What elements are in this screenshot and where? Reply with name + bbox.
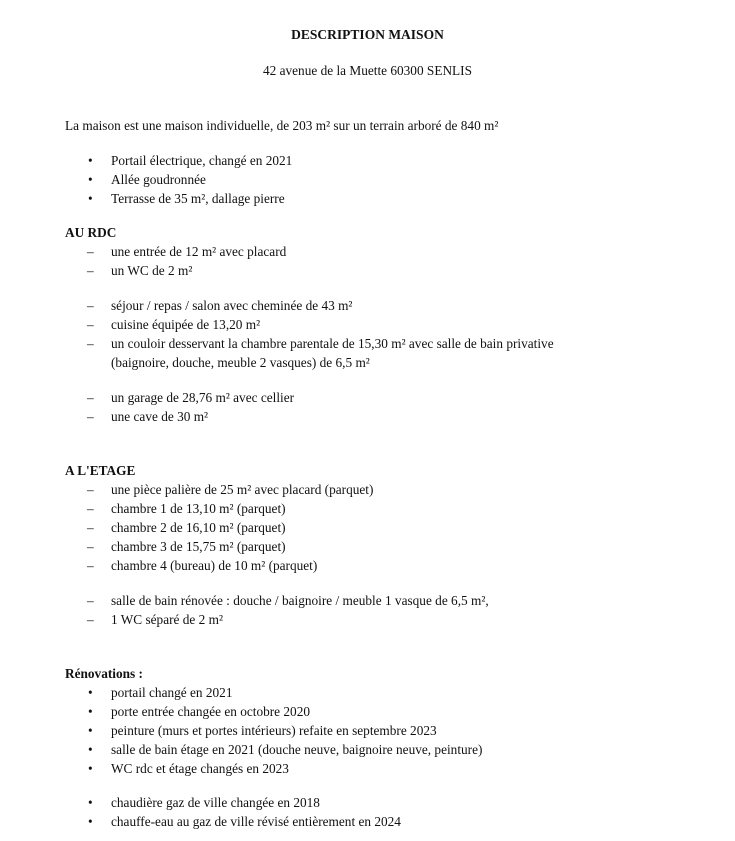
list-item: – une pièce palière de 25 m² avec placard (parquet) bbox=[87, 482, 374, 497]
bullet-marker: • bbox=[88, 723, 93, 738]
bullet-marker: • bbox=[88, 795, 93, 810]
list-item: – chambre 1 de 13,10 m² (parquet) bbox=[87, 501, 286, 516]
section-heading-renovations: Rénovations : bbox=[65, 666, 143, 681]
list-item: • chauffe-eau au gaz de ville révisé entièrement en 2024 bbox=[88, 814, 401, 829]
dash-marker: – bbox=[87, 409, 94, 424]
bullet-marker: • bbox=[88, 153, 93, 168]
list-item: • salle de bain étage en 2021 (douche neuve, baignoire neuve, peinture) bbox=[88, 742, 483, 757]
list-item: – un garage de 28,76 m² avec cellier bbox=[87, 390, 295, 405]
dash-marker: – bbox=[87, 612, 94, 627]
dash-marker: – bbox=[87, 298, 94, 313]
list-item: – une entrée de 12 m² avec placard bbox=[87, 244, 287, 259]
dash-marker: – bbox=[87, 558, 94, 573]
dash-marker: – bbox=[87, 520, 94, 535]
list-item: – cuisine équipée de 13,20 m² bbox=[87, 317, 261, 332]
bullet-marker: • bbox=[88, 172, 93, 187]
list-item: – une cave de 30 m² bbox=[87, 409, 209, 424]
list-item: • Terrasse de 35 m², dallage pierre bbox=[88, 191, 285, 206]
list-item: • Portail électrique, changé en 2021 bbox=[88, 153, 293, 168]
document-title: DESCRIPTION MAISON bbox=[291, 27, 444, 42]
list-item: – salle de bain rénovée : douche / baignoire / meuble 1 vasque de 6,5 m², bbox=[87, 593, 489, 608]
bullet-marker: • bbox=[88, 685, 93, 700]
exterior-list bbox=[0, 151, 735, 208]
section-heading-etage: A L'ETAGE bbox=[65, 463, 136, 478]
list-item: – séjour / repas / salon avec cheminée de 43 m² bbox=[87, 298, 353, 313]
list-item: – un couloir desservant la chambre parentale de 15,30 m² avec salle de bain privative bbox=[87, 336, 554, 351]
dash-marker: – bbox=[87, 244, 94, 259]
spacer bbox=[0, 372, 735, 388]
dash-marker: – bbox=[87, 539, 94, 554]
spacer bbox=[0, 575, 735, 591]
bullet-marker: • bbox=[88, 814, 93, 829]
list-item: • porte entrée changée en octobre 2020 bbox=[88, 704, 310, 719]
dash-marker: – bbox=[87, 482, 94, 497]
dash-marker: – bbox=[87, 593, 94, 608]
bullet-marker: • bbox=[88, 761, 93, 776]
section-heading-rdc: AU RDC bbox=[65, 225, 117, 240]
etage-list bbox=[0, 480, 735, 629]
spacer bbox=[0, 778, 735, 793]
dash-marker: – bbox=[87, 317, 94, 332]
spacer bbox=[0, 280, 735, 296]
renovations-list bbox=[0, 683, 735, 831]
list-item-continuation: (baignoire, douche, meuble 2 vasques) de 6,5 m² bbox=[111, 355, 370, 370]
list-item: – 1 WC séparé de 2 m² bbox=[87, 612, 223, 627]
bullet-marker: • bbox=[88, 742, 93, 757]
list-item: • chaudière gaz de ville changée en 2018 bbox=[88, 795, 320, 810]
address-line: 42 avenue de la Muette 60300 SENLIS bbox=[262, 63, 472, 78]
dash-marker: – bbox=[87, 501, 94, 516]
list-item: – chambre 3 de 15,75 m² (parquet) bbox=[87, 539, 286, 554]
list-item: – un WC de 2 m² bbox=[87, 263, 193, 278]
intro-paragraph: La maison est une maison individuelle, de 203 m² sur un terrain arboré de 840 m² bbox=[65, 118, 499, 133]
list-item: • WC rdc et étage changés en 2023 bbox=[88, 761, 289, 776]
dash-marker: – bbox=[87, 390, 94, 405]
dash-marker: – bbox=[87, 336, 94, 351]
dash-marker: – bbox=[87, 263, 94, 278]
list-item: • Allée goudronnée bbox=[88, 172, 206, 187]
bullet-marker: • bbox=[88, 704, 93, 719]
list-item: – chambre 4 (bureau) de 10 m² (parquet) bbox=[87, 558, 318, 573]
rdc-list bbox=[0, 242, 735, 426]
bullet-marker: • bbox=[88, 191, 93, 206]
list-item: • portail changé en 2021 bbox=[88, 685, 233, 700]
list-item: – chambre 2 de 16,10 m² (parquet) bbox=[87, 520, 286, 535]
list-item: • peinture (murs et portes intérieurs) refaite en septembre 2023 bbox=[88, 723, 437, 738]
